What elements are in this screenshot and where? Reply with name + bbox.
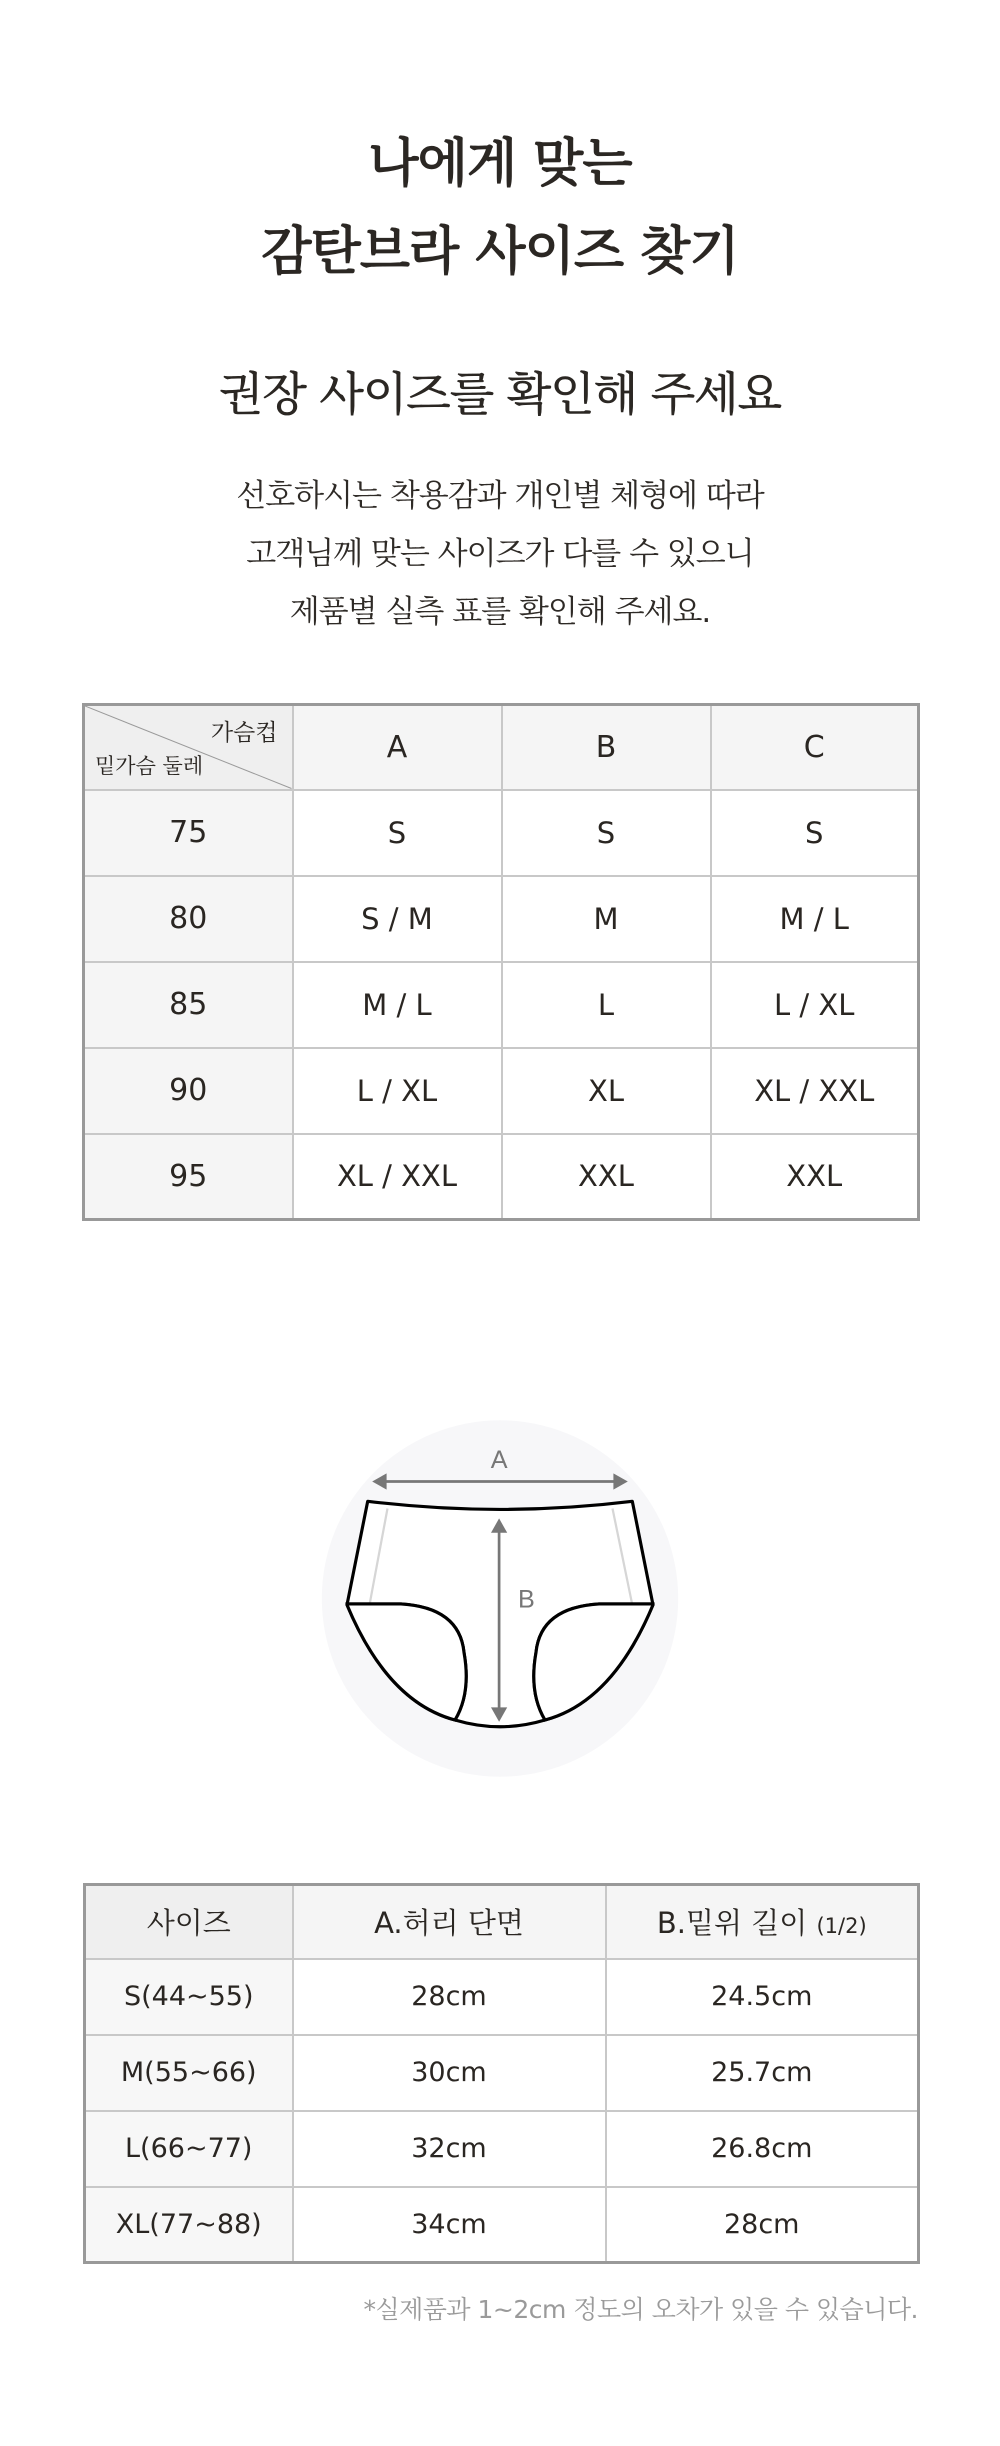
size-cell: M / L [711, 876, 919, 962]
rise-header-note: (1/2) [816, 1914, 867, 1939]
rise-column-header [606, 1885, 919, 1959]
size-cell: M / L [293, 962, 502, 1048]
size-cell: M(55~66) [85, 2035, 293, 2111]
size-cell: S [502, 790, 711, 876]
cup-header-b: B [502, 705, 711, 790]
size-cell: L [502, 962, 711, 1048]
size-cell: XL / XXL [293, 1134, 502, 1220]
size-cell: L(66~77) [85, 2111, 293, 2187]
rise-cell: 26.8cm [606, 2111, 919, 2187]
table-row [84, 1048, 919, 1134]
footnote: *실제품과 1~2cm 정도의 오차가 있을 수 있습니다. [363, 2295, 918, 2324]
size-cell: L / XL [293, 1048, 502, 1134]
underbust-cell: 85 [84, 962, 293, 1048]
page-title [0, 120, 1000, 296]
size-cell: S(44~55) [85, 1959, 293, 2035]
underbust-cell: 90 [84, 1048, 293, 1134]
table-row [84, 1134, 919, 1220]
table-row [85, 2111, 919, 2187]
underbust-axis-label: 밑가슴 둘레 [95, 753, 204, 778]
table-header-row [84, 705, 919, 790]
size-cell: L / XL [711, 962, 919, 1048]
size-cell: XL(77~88) [85, 2187, 293, 2263]
panty-measurement-diagram [302, 1405, 698, 1801]
size-cell: M [502, 876, 711, 962]
description-line-3: 제품별 실측 표를 확인해 주세요. [289, 594, 711, 630]
rise-cell: 25.7cm [606, 2035, 919, 2111]
underbust-cell: 80 [84, 876, 293, 962]
rise-header-label: B.밑위 길이 [656, 1906, 808, 1941]
description [0, 467, 1000, 641]
size-cell: XL / XXL [711, 1048, 919, 1134]
waist-cell: 32cm [293, 2111, 606, 2187]
underbust-cell: 95 [84, 1134, 293, 1220]
description-line-1: 선호하시는 착용감과 개인별 체형에 따라 [236, 478, 764, 514]
waist-cell: 30cm [293, 2035, 606, 2111]
size-cell: XXL [502, 1134, 711, 1220]
title-line-2: 감탄브라 사이즈 찾기 [261, 222, 739, 282]
table-row [85, 2035, 919, 2111]
size-cell: XL [502, 1048, 711, 1134]
waist-cell: 34cm [293, 2187, 606, 2263]
table-row [84, 962, 919, 1048]
table-row [85, 2187, 919, 2263]
table-row [85, 1959, 919, 2035]
section-subtitle: 권장 사이즈를 확인해 주세요 [218, 367, 782, 421]
underbust-cell: 75 [84, 790, 293, 876]
title-line-1: 나에게 맞는 [368, 134, 632, 194]
waist-column-header: A.허리 단면 [293, 1885, 606, 1959]
size-cell: S [711, 790, 919, 876]
label-a: A [490, 1446, 508, 1474]
table-row [84, 790, 919, 876]
table-header-row [85, 1885, 919, 1959]
label-b: B [518, 1585, 535, 1614]
cup-header-a: A [293, 705, 502, 790]
rise-cell: 28cm [606, 2187, 919, 2263]
cup-header-c: C [711, 705, 919, 790]
bra-size-table [82, 703, 920, 1221]
table-row [84, 876, 919, 962]
cup-axis-label: 가슴컵 [210, 720, 278, 746]
table-corner-cell [84, 705, 293, 790]
description-line-2: 고객님께 맞는 사이즈가 다를 수 있으니 [246, 536, 754, 572]
size-column-header: 사이즈 [85, 1885, 293, 1959]
panty-size-table [83, 1883, 920, 2264]
rise-cell: 24.5cm [606, 1959, 919, 2035]
size-cell: XXL [711, 1134, 919, 1220]
waist-cell: 28cm [293, 1959, 606, 2035]
size-cell: S / M [293, 876, 502, 962]
size-cell: S [293, 790, 502, 876]
